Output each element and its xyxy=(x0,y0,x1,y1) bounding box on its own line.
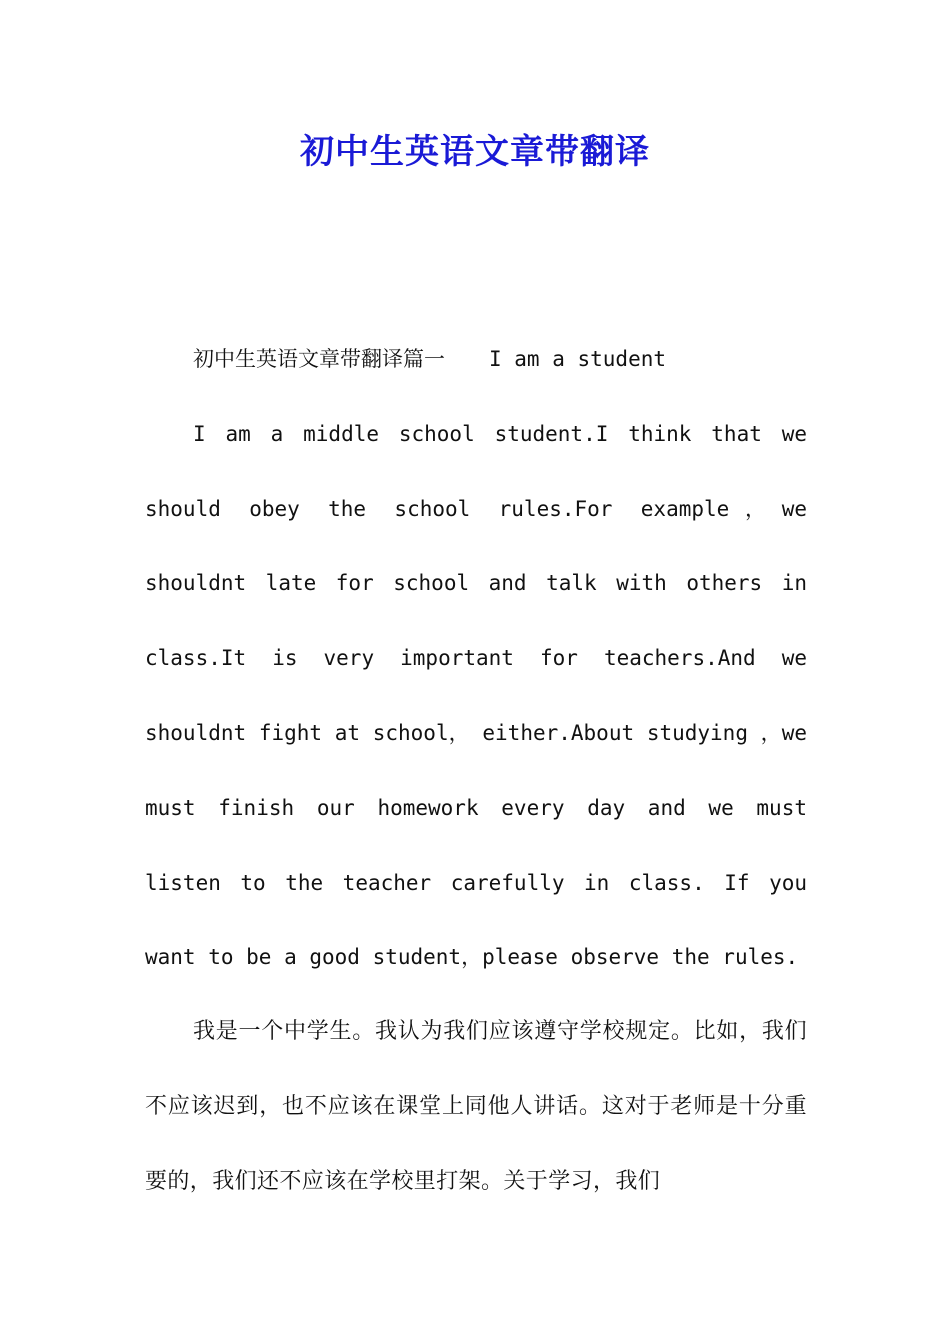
section-heading-en: I am a student xyxy=(489,347,667,371)
section-heading xyxy=(145,322,807,397)
english-paragraph: I am a middle school student.I think that we should obey the school rules.For example，we shouldnt late for school and talk with others in class.It is very important for teachers.And we shouldnt fight at school， either.About studying ，we must finish our homework every day and we must listen to the teacher carefully in class. If you want to be a good student，please observe the rules. xyxy=(145,421,807,970)
chinese-paragraph: 我是一个中学生。我认为我们应该遵守学校规定。比如，我们不应该迟到，也不应该在课堂上同他人讲话。这对于老师是十分重要的，我们还不应该在学校里打架。关于学习，我们 xyxy=(145,1019,807,1194)
document-body xyxy=(145,322,807,1220)
section-heading-zh: 初中生英语文章带翻译篇一 xyxy=(193,347,445,371)
document-title: 初中生英语文章带翻译 xyxy=(300,132,650,172)
